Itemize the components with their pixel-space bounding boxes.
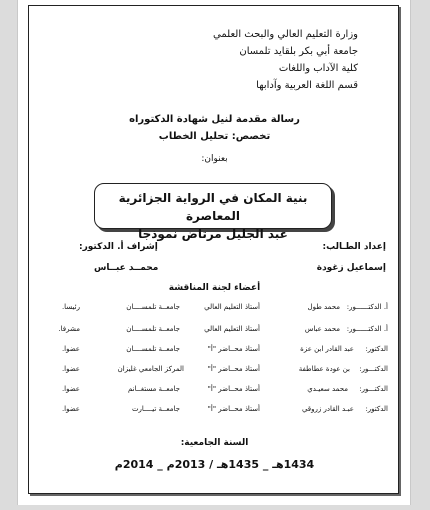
thesis-title-line2: عبد الجليل مرتاض نموذجا xyxy=(138,227,288,241)
supervisor-label: إشراف أ. الدكتور: xyxy=(79,242,158,252)
member-rank: أستاذ محــاضر "أ" xyxy=(207,365,260,373)
member-role: عضوا. xyxy=(61,365,80,373)
member-name: عبـد القادر زروقي xyxy=(301,405,354,413)
student-name: إسماعيل زغودة xyxy=(316,263,386,273)
member-title: أ. الدكتــــــور: xyxy=(346,325,388,333)
member-rank: أستاذ التعليم العالي xyxy=(204,303,260,311)
academic-year-label: السنة الجامعية: xyxy=(180,438,249,448)
member-role: عضوا. xyxy=(61,405,80,413)
member-title: الدكتـــور: xyxy=(359,365,388,373)
member-role: رئيسا. xyxy=(61,303,80,311)
thesis-title-box xyxy=(94,183,332,241)
thesis-title-line1: بنية المكان في الرواية الجزائرية المعاصرة xyxy=(118,191,308,223)
member-institution: جامعــة تلمســــان xyxy=(126,345,180,353)
member-name: عبد القادر ابن عزة xyxy=(300,345,354,353)
student-label: إعداد الطـالب: xyxy=(322,242,386,252)
member-name: محمد سعيـدي xyxy=(307,385,348,393)
member-title: الدكتور: xyxy=(365,405,388,413)
member-institution: المركز الجامعي غليزان xyxy=(117,365,184,373)
member-name: بن عودة عطاطفة xyxy=(298,365,350,373)
page-frame xyxy=(28,5,399,494)
member-rank: أستاذ محــاضر "أ" xyxy=(207,405,260,413)
academic-year-value: 1434هـ _ 1435هـ / 2013م _ 2014م xyxy=(114,458,315,471)
member-name: محمد طول xyxy=(307,303,340,311)
department-name: قسم اللغة العربية وآدابها xyxy=(256,80,358,91)
member-institution: جامعــة تلمســــان xyxy=(126,303,180,311)
member-role: مشرفا. xyxy=(58,325,80,333)
ministry-name: وزارة التعليم العالي والبحث العلمي xyxy=(213,29,358,40)
degree-line: رسالة مقدمة لنيل شهادة الدكتوراه xyxy=(129,114,300,125)
member-title: الدكتـــور: xyxy=(359,385,388,393)
member-institution: جامعــة تيــــارت xyxy=(131,405,180,413)
supervisor-name: محمــد عبــاس xyxy=(94,263,159,273)
faculty-name: كلية الآداب واللغات xyxy=(278,63,358,74)
specialty-line: تخصص: تحليل الخطاب xyxy=(158,131,271,142)
member-title: أ. الدكتــــــور: xyxy=(346,303,388,311)
member-institution: جامعــة مستغــانم xyxy=(128,385,180,393)
member-rank: أستاذ محــاضر "أ" xyxy=(207,385,260,393)
member-rank: أستاذ التعليم العالي xyxy=(204,325,260,333)
title-label: بعنوان: xyxy=(201,154,228,164)
committee-heading: أعضاء لجنة المناقشة xyxy=(168,283,261,293)
member-role: عضوا. xyxy=(61,385,80,393)
document-page xyxy=(17,0,411,505)
member-role: عضوا. xyxy=(61,345,80,353)
member-institution: جامعــة تلمســــان xyxy=(126,325,180,333)
member-name: محمد عباس xyxy=(304,325,340,333)
member-rank: أستاذ محــاضر "أ" xyxy=(207,345,260,353)
member-title: الدكتور: xyxy=(365,345,388,353)
university-name: جامعة أبي بكر بلقايد تلمسان xyxy=(239,46,358,57)
